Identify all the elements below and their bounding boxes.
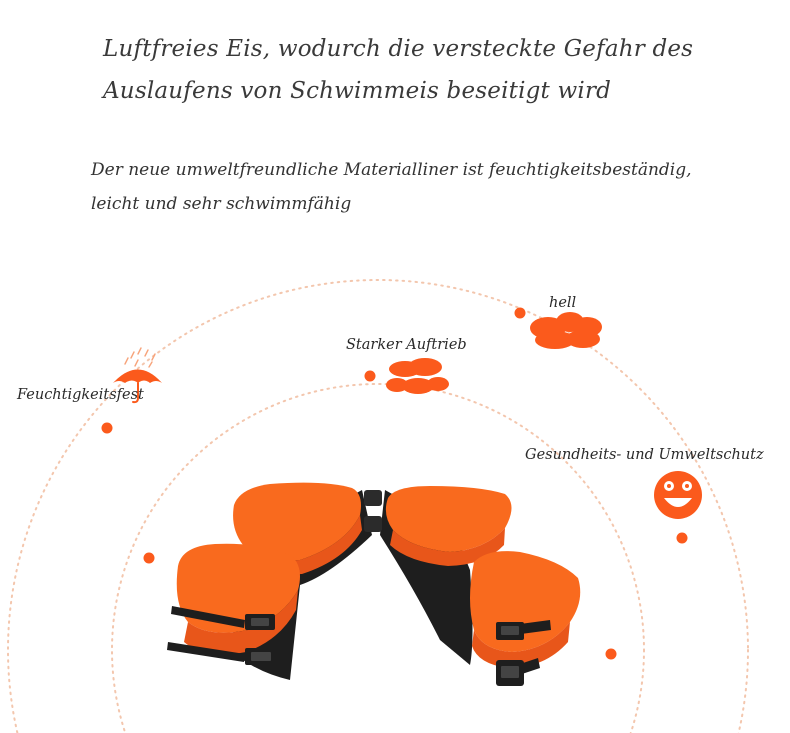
- ring-dot: [606, 649, 617, 660]
- ring-dot: [365, 371, 376, 382]
- ring-dot: [144, 553, 155, 564]
- ring-dot: [102, 423, 113, 434]
- smiley-face-icon: [654, 471, 702, 519]
- feature-label-buoyancy: Starker Auftrieb: [346, 337, 467, 353]
- headline-line-1: Luftfreies Eis, wodurch die versteckte Gefahr des: [103, 36, 694, 62]
- feature-label-moisture-proof: Feuchtigkeitsfest: [17, 387, 144, 403]
- feature-label-health-environment: Gesundheits- und Umweltschutz: [525, 447, 764, 463]
- subtext-line-2: leicht und sehr schwimmfähig: [91, 194, 352, 214]
- subtext-line-1: Der neue umweltfreundliche Materialliner ist feuchtigkeitsbeständig,: [91, 160, 692, 180]
- ring-dot: [515, 308, 526, 319]
- feature-label-light: hell: [549, 295, 577, 311]
- cloud-icon: [386, 358, 449, 394]
- ring-dot: [677, 533, 688, 544]
- swim-float-product-image: [167, 483, 580, 686]
- headline-line-2: Auslaufens von Schwimmeis beseitigt wird: [103, 78, 612, 104]
